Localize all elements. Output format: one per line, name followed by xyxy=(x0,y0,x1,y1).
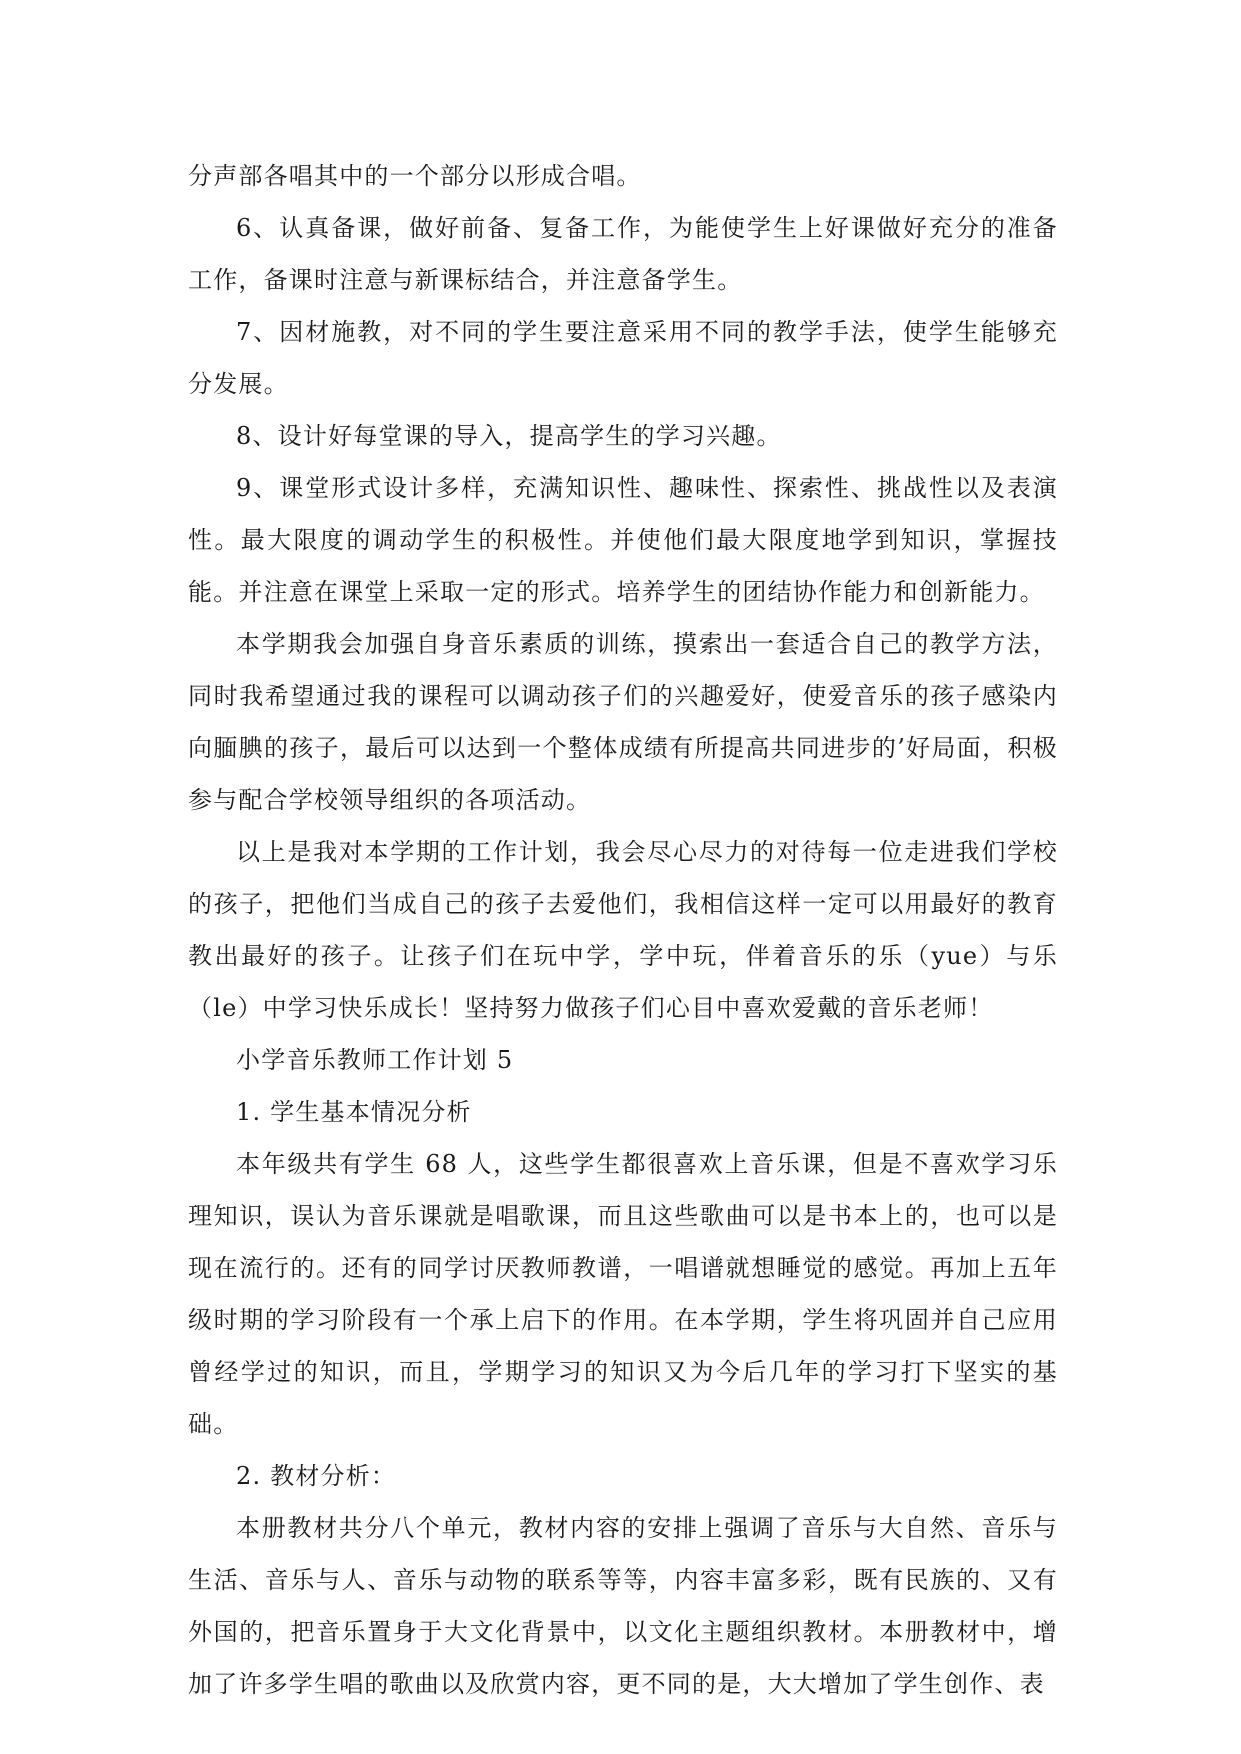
section-heading: 小学音乐教师工作计划 5 xyxy=(236,1046,514,1074)
paragraph: 以上是我对本学期的工作计划，我会尽心尽力的对待每一位走进我们学校的孩子，把他们当成自己的孩子去爱他们，我相信这样一定可以用最好的教育教出最好的孩子。让孩子们在玩中学，学中玩，伴着音乐的乐（yue）与乐（le）中学习快乐成长！坚持努力做孩子们心目中喜欢爱戴的音乐老师！ xyxy=(188,838,1058,1022)
document-body xyxy=(188,150,1058,1710)
paragraph: 本册教材共分八个单元，教材内容的安排上强调了音乐与大自然、音乐与生活、音乐与人、音乐与动物的联系等等，内容丰富多彩，既有民族的、又有外国的，把音乐置身于大文化背景中，以文化主题组织教材。本册教材中，增加了许多学生唱的歌曲以及欣赏内容，更不同的是，大大增加了学生创作、表 xyxy=(188,1514,1058,1698)
subsection-heading: 2. 教材分析： xyxy=(236,1462,397,1490)
paragraph: 分声部各唱其中的一个部分以形成合唱。 xyxy=(188,162,642,190)
paragraph: 9、课堂形式设计多样，充满知识性、趣味性、探索性、挑战性以及表演性。最大限度的调动学生的积极性。并使他们最大限度地学到知识，掌握技能。并注意在课堂上采取一定的形式。培养学生的团结协作能力和创新能力。 xyxy=(188,474,1058,606)
paragraph: 本年级共有学生 68 人，这些学生都很喜欢上音乐课，但是不喜欢学习乐理知识，误认为音乐课就是唱歌课，而且这些歌曲可以是书本上的，也可以是现在流行的。还有的同学讨厌教师教谱，一唱谱就想睡觉的感觉。再加上五年级时期的学习阶段有一个承上启下的作用。在本学期，学生将巩固并自己应用曾经学过的知识，而且，学期学习的知识又为今后几年的学习打下坚实的基础。 xyxy=(188,1150,1058,1438)
subsection-heading: 1. 学生基本情况分析 xyxy=(236,1098,472,1126)
paragraph: 7、因材施教，对不同的学生要注意采用不同的教学手法，使学生能够充分发展。 xyxy=(188,318,1058,398)
paragraph: 8、设计好每堂课的导入，提高学生的学习兴趣。 xyxy=(236,422,782,450)
paragraph: 本学期我会加强自身音乐素质的训练，摸索出一套适合自己的教学方法，同时我希望通过我的课程可以调动孩子们的兴趣爱好，使爱音乐的孩子感染内向腼腆的孩子，最后可以达到一个整体成绩有所提高共同进步的’好局面，积极参与配合学校领导组织的各项活动。 xyxy=(188,630,1058,814)
paragraph: 6、认真备课，做好前备、复备工作，为能使学生上好课做好充分的准备工作，备课时注意与新课标结合，并注意备学生。 xyxy=(188,214,1058,294)
